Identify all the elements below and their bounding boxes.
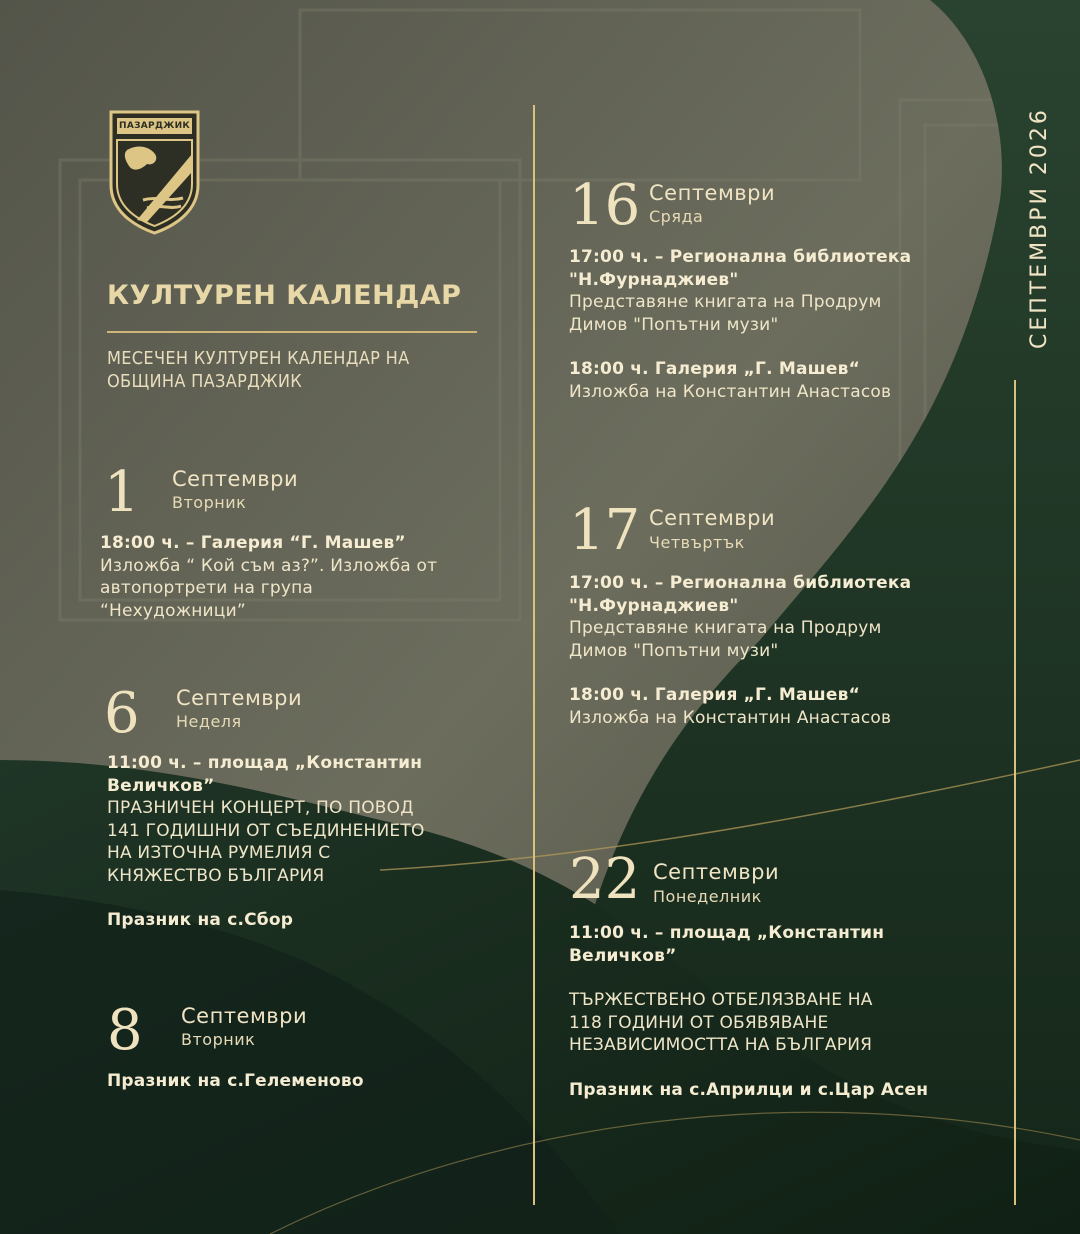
event-month: Септември xyxy=(649,506,776,530)
event-month: Септември xyxy=(176,686,303,710)
event-spacer xyxy=(569,1057,999,1079)
event-weekday: Сряда xyxy=(649,207,704,226)
event-month: Септември xyxy=(172,467,299,491)
event-details xyxy=(107,752,527,932)
event-day-number: 6 xyxy=(104,681,140,746)
event-detail-line: 17:00 ч. – Регионална библиотека xyxy=(569,247,912,267)
event-detail-line: Представяне книгата на Продрум xyxy=(569,292,882,312)
event-day-number: 8 xyxy=(107,998,143,1063)
event-detail-line: 18:00 ч. – Галерия “Г. Машев” xyxy=(100,533,406,553)
event-detail-line: "Н.Фурнаджиев" xyxy=(569,269,739,290)
page-title: КУЛТУРЕН КАЛЕНДАР xyxy=(107,280,462,311)
event-detail-line: ПРАЗНИЧЕН КОНЦЕРТ, ПО ПОВОД xyxy=(107,798,414,818)
event-spacer xyxy=(569,967,999,989)
event-weekday: Неделя xyxy=(176,712,242,731)
coat-of-arms-logo xyxy=(107,110,202,235)
event-detail-line: КНЯЖЕСТВО БЪЛГАРИЯ xyxy=(107,865,325,886)
page-subtitle xyxy=(107,347,487,393)
event-detail-line: 11:00 ч. – площад „Константин xyxy=(107,753,423,773)
event-detail-line: Празник на с.Априлци и с.Цар Асен xyxy=(569,1079,929,1100)
event-detail-line: Изложба на Константин Анастасов xyxy=(569,381,892,402)
event-detail-line: Празник на с.Гелеменово xyxy=(107,1071,364,1091)
event-detail-line: Димов "Попътни музи" xyxy=(569,314,779,335)
event-detail-line: 141 ГОДИШНИ ОТ СЪЕДИНЕНИЕТО xyxy=(107,820,425,841)
event-detail-line: 11:00 ч. – площад „Константин xyxy=(569,923,885,943)
event-detail-line: 18:00 ч. Галерия „Г. Машев“ xyxy=(569,359,860,379)
event-detail-line: Празник на с.Сбор xyxy=(107,910,294,930)
center-divider-line xyxy=(533,105,535,1205)
event-spacer xyxy=(569,336,999,358)
event-details xyxy=(569,246,999,403)
event-weekday: Вторник xyxy=(181,1030,256,1049)
event-detail-line: Величков” xyxy=(107,775,215,796)
title-divider xyxy=(107,331,477,333)
subtitle-line-2: ОБЩИНА ПАЗАРДЖИК xyxy=(107,371,303,392)
event-details xyxy=(100,532,520,622)
event-weekday: Четвъртък xyxy=(649,533,745,552)
event-detail-line: 18:00 ч. Галерия „Г. Машев“ xyxy=(569,685,860,705)
event-detail-line: "Н.Фурнаджиев" xyxy=(569,595,739,616)
event-detail-line: ТЪРЖЕСТВЕНО ОТБЕЛЯЗВАНЕ НА xyxy=(569,990,873,1010)
event-detail-line: Изложба на Константин Анастасов xyxy=(569,707,892,728)
event-day-number: 17 xyxy=(569,498,641,563)
subtitle-line-1: МЕСЕЧЕН КУЛТУРЕН КАЛЕНДАР НА xyxy=(107,348,410,369)
event-detail-line: автопортрети на група xyxy=(100,578,314,598)
event-month: Септември xyxy=(653,860,780,884)
event-details xyxy=(569,572,999,729)
side-month-label: СЕПТЕМВРИ 2026 xyxy=(1027,107,1052,349)
event-detail-line: 17:00 ч. – Регионална библиотека xyxy=(569,573,912,593)
event-day-number: 16 xyxy=(569,173,641,238)
event-weekday: Вторник xyxy=(172,493,247,512)
event-detail-line: Димов "Попътни музи" xyxy=(569,640,779,661)
event-detail-line: “Нехудожници” xyxy=(100,600,246,621)
event-details xyxy=(569,922,999,1101)
event-day-number: 1 xyxy=(104,460,140,525)
event-day-number: 22 xyxy=(569,847,641,912)
event-detail-line: Величков” xyxy=(569,945,677,966)
event-detail-line: НА ИЗТОЧНА РУМЕЛИЯ С xyxy=(107,843,331,863)
event-detail-line: Представяне книгата на Продрум xyxy=(569,618,882,638)
event-weekday: Понеделник xyxy=(653,887,762,906)
event-month: Септември xyxy=(181,1004,308,1028)
event-details xyxy=(107,1070,527,1093)
event-detail-line: 118 ГОДИНИ ОТ ОБЯВЯВАНЕ xyxy=(569,1012,829,1033)
logo-text: ПАЗАРДЖИК xyxy=(119,121,191,131)
event-detail-line: Изложба “ Кой съм аз?”. Изложба от xyxy=(100,555,438,576)
event-spacer xyxy=(107,887,527,909)
event-month: Септември xyxy=(649,181,776,205)
event-spacer xyxy=(569,662,999,684)
right-divider-line xyxy=(1014,380,1016,1205)
event-detail-line: НЕЗАВИСИМОСТТА НА БЪЛГАРИЯ xyxy=(569,1035,873,1055)
